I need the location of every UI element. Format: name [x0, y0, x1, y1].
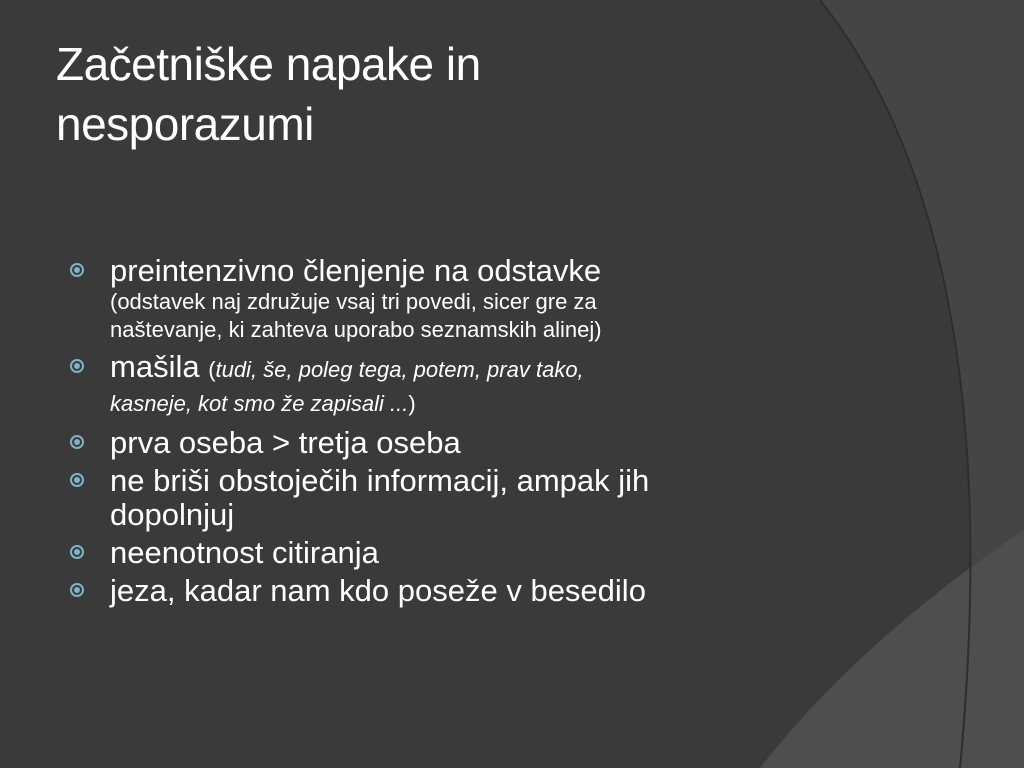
- circle-bullet-icon: [70, 435, 84, 449]
- bullet-item: [66, 536, 826, 570]
- bullet-italic-line-1: tudi, še, poleg tega, potem, prav tako,: [215, 357, 584, 382]
- bullet-open-paren: (: [208, 357, 216, 382]
- bullet-text: mašila: [110, 349, 200, 384]
- bullet-text: preintenzivno členjenje na odstavke: [110, 253, 602, 288]
- circle-bullet-icon: [70, 545, 84, 559]
- circle-bullet-icon: [70, 583, 84, 597]
- bullet-text: prva oseba > tretja oseba: [110, 425, 461, 460]
- circle-bullet-icon: [70, 473, 84, 487]
- bullet-text-line-1: ne briši obstoječih informacij, ampak jih: [110, 463, 650, 498]
- bullet-italic-line-2: kasneje, kot smo že zapisali ...: [110, 391, 409, 416]
- title-line-1: Začetniške napake in: [56, 38, 481, 90]
- bullet-item: [66, 464, 826, 532]
- bullet-text: jeza, kadar nam kdo poseže v besedilo: [110, 573, 646, 608]
- bullet-item: [66, 426, 826, 460]
- bullet-text: neenotnost citiranja: [110, 535, 379, 570]
- slide-title: [56, 34, 816, 154]
- bullet-note-line-2: naštevanje, ki zahteva uporabo seznamskih alinej): [110, 317, 602, 342]
- bullet-list: [66, 254, 826, 612]
- circle-bullet-icon: [70, 359, 84, 373]
- bullet-item: [66, 350, 826, 418]
- bullet-item: [66, 254, 826, 344]
- bullet-text-line-2: dopolnjuj: [110, 497, 235, 532]
- title-line-2: nesporazumi: [56, 98, 314, 150]
- circle-bullet-icon: [70, 263, 84, 277]
- bullet-close-paren: ): [408, 391, 416, 416]
- bullet-note-line-1: (odstavek naj združuje vsaj tri povedi, sicer gre za: [110, 289, 597, 314]
- bullet-item: [66, 574, 826, 608]
